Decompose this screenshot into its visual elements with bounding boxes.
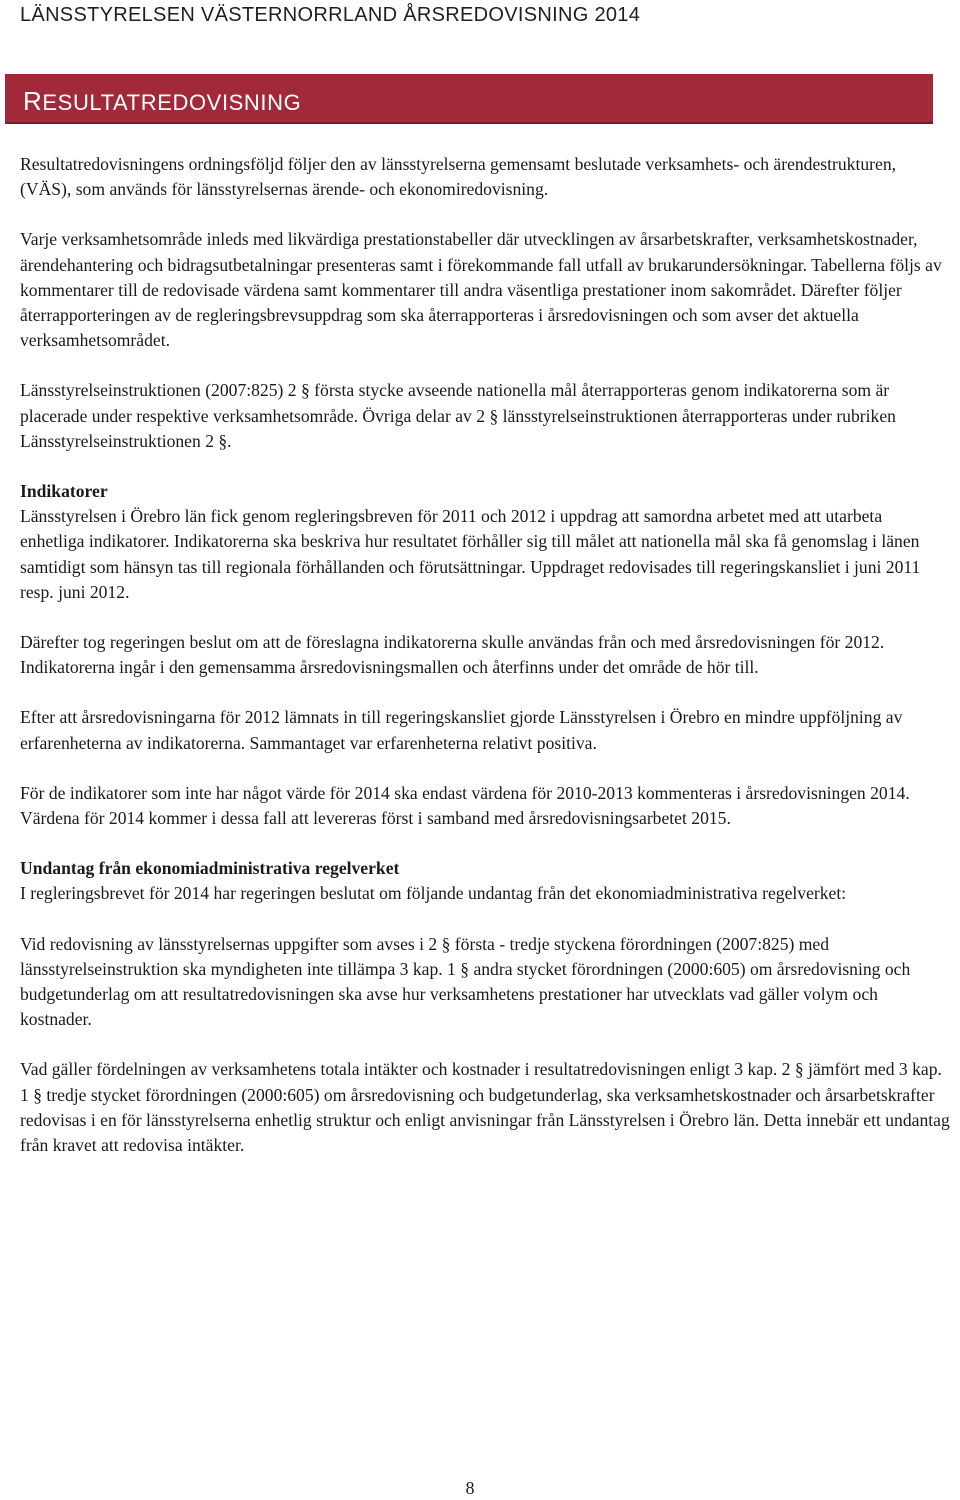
paragraph-followup: Efter att årsredovisningarna för 2012 lämnats in till regeringskansliet gjorde Länsstyrelsen i Örebro en mindre uppföljning av erfarenheterna av indikatorerna. Sammantaget var erfarenheterna relativt positiva. xyxy=(20,707,903,753)
section-title-rest: ESULTATREDOVISNING xyxy=(42,90,302,115)
running-header: LÄNSSTYRELSEN VÄSTERNORRLAND ÅRSREDOVISNING 2014 xyxy=(20,4,641,26)
heading-indikatorer: Indikatorer xyxy=(20,481,108,502)
paragraph-indikatorer: Länsstyrelsen i Örebro län fick genom regleringsbreven för 2011 och 2012 i uppdrag att samordna arbetet med att utarbeta enhetliga indikatorer. Indikatorerna ska beskriva hur resultatet förhåller sig till målet att nationella mål ska få genomslag i länen samtidigt som hänsyn tas till regionala förhållanden och förutsättningar. Uppdraget redovisades till regeringskansliet i juni 2011 resp. juni 2012. xyxy=(20,506,921,602)
paragraph-structure: Varje verksamhetsområde inleds med likvärdiga prestationstabeller där utvecklingen av årsarbetskrafter, verksamhetskostnader, ärendehantering och bidragsutbetalningar presenteras samt i förekommande fall utfall av brukarundersökningar. Tabellerna följs av kommentarer till de redovisade värdena samt kommentarer till andra väsentliga prestationer inom sakområdet. Därefter följer återrapporteringen av de regleringsbrevsuppdrag som ska återrapporteras i årsredovisningen och som avser det aktuella verksamhetsområdet. xyxy=(20,229,942,351)
paragraph-instruction: Länsstyrelseinstruktionen (2007:825) 2 § första stycke avseende nationella mål återrapporteras genom indikatorerna som är placerade under respektive verksamhetsområde. Övriga delar av 2 § länsstyrelseinstruktionen återrapporteras under rubriken Länsstyrelseinstruktionen 2 §. xyxy=(20,380,896,451)
section-title-initial: R xyxy=(23,86,43,116)
paragraph-regleringsbrev: I regleringsbrevet för 2014 har regeringen beslutat om följande undantag från det ekonomiadministrativa regelverket: xyxy=(20,883,847,904)
paragraph-intro: Resultatredovisningens ordningsföljd följer den av länsstyrelserna gemensamt beslutade verksamhets- och ärendestrukturen, (VÄS), som används för länsstyrelsernas ärende- och ekonomiredovisning. xyxy=(20,154,897,200)
paragraph-values: För de indikatorer som inte har något värde för 2014 ska endast värdena för 2010-2013 kommenteras i årsredovisningen 2014. Värdena för 2014 kommer i dessa fall att levereras först i samband med årsredovisningsarbetet 2015. xyxy=(20,782,910,829)
section-title xyxy=(23,88,301,114)
body-text xyxy=(20,152,950,1183)
paragraph-decision: Därefter tog regeringen beslut om att de föreslagna indikatorerna skulle användas från och med årsredovisningen för 2012. Indikatorerna ingår i den gemensamma årsredovisningsmallen och återfinns under det område de hör till. xyxy=(20,632,885,678)
paragraph-exception-2: Vad gäller fördelningen av verksamhetens totala intäkter och kostnader i resultatredovisningen enligt 3 kap. 2 § jämfört med 3 kap. 1 § tredje stycket förordningen (2000:605) om årsredovisning och budgetunderlag, ska verksamhetskostnader och årsarbetskrafter redovisas i en för länsstyrelserna enhetlig struktur och enligt anvisningar från Länsstyrelsen i Örebro län. Detta innebär ett undantag från kravet att redovisa intäkter. xyxy=(20,1059,950,1156)
heading-undantag: Undantag från ekonomiadministrativa regelverket xyxy=(20,858,400,879)
paragraph-exception-1: Vid redovisning av länsstyrelsernas uppgifter som avses i 2 § första - tredje styckena förordningen (2007:825) med länsstyrelseinstruktion ska myndigheten inte tillämpa 3 kap. 1 § andra stycket förordningen (2000:605) om årsredovisning och budgetunderlag om att resultatredovisningen ska avse hur verksamhetens prestationer har utvecklats vad gäller volym och kostnader. xyxy=(20,933,911,1030)
page-number: 8 xyxy=(465,1478,475,1498)
section-banner xyxy=(5,74,933,124)
